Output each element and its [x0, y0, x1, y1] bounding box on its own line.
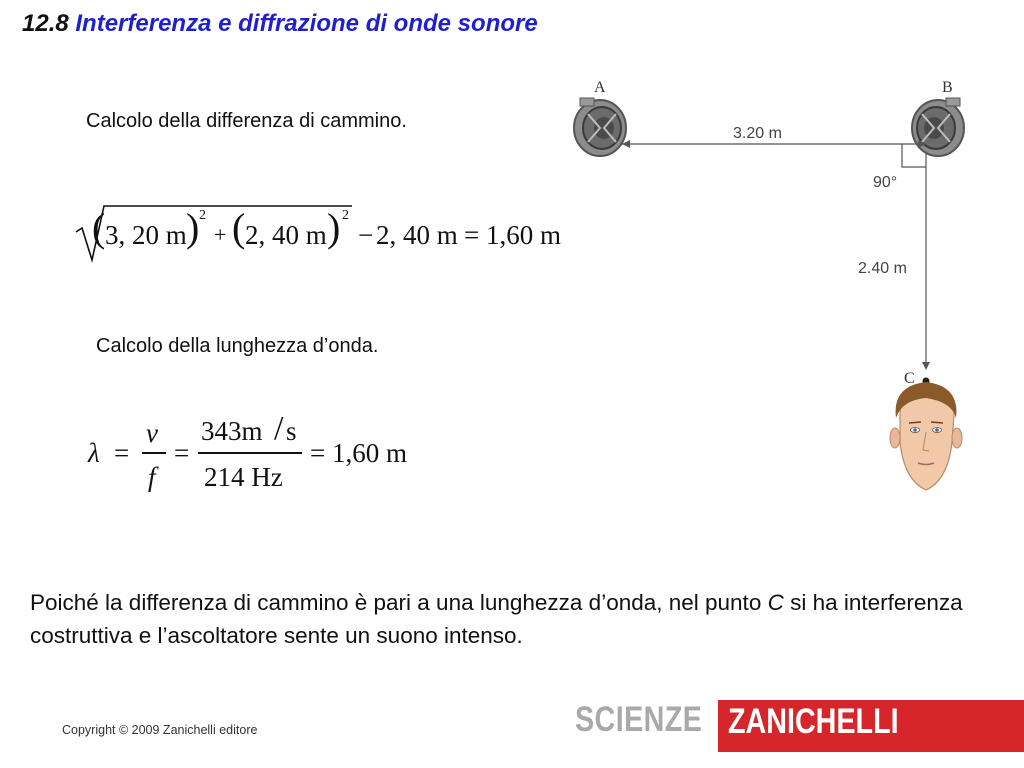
- equals-sign: =: [464, 220, 480, 250]
- wavelength-label: Calcolo della lunghezza d’onda.: [96, 335, 379, 357]
- copyright-notice: Copyright © 2009 Zanichelli editore: [62, 723, 258, 737]
- frequency-symbol: f: [148, 462, 156, 492]
- distance-bc-arrow: [922, 154, 930, 370]
- path-difference-label: Calcolo della differenza di cammino.: [86, 110, 407, 132]
- speaker-b-icon: [912, 98, 964, 156]
- interference-diagram: [560, 70, 1000, 510]
- label-b: B: [942, 79, 953, 96]
- term-2: 2, 40 m: [245, 220, 327, 250]
- path-difference-result: 1,60 m: [486, 220, 562, 250]
- exponent-1: 2: [199, 208, 206, 223]
- wavelength-result: 1,60 m: [332, 438, 408, 468]
- slide-title: [22, 10, 538, 38]
- wavelength-formula: [88, 410, 448, 500]
- denominator-value: 214 Hz: [204, 462, 283, 492]
- path-difference-formula: ( 3, 20 m ) 2 + ( 2, 40 m ) 2 − 2, 40 m = 1,60 m: [74, 200, 574, 270]
- equals-sign-3: =: [310, 438, 326, 468]
- section-number: 12.8: [22, 10, 69, 37]
- numerator-value: 343m: [201, 416, 263, 446]
- equals-sign-1: =: [114, 438, 130, 468]
- listener-head-icon: [890, 382, 962, 490]
- speaker-a-icon: [574, 98, 626, 156]
- angle-label: 90°: [873, 174, 898, 191]
- label-a: A: [594, 79, 606, 96]
- unit-slash: /: [274, 410, 284, 447]
- term-1: 3, 20 m: [105, 220, 187, 250]
- title-text: Interferenza e diffrazione di onde sonore: [75, 10, 538, 37]
- numerator-unit: s: [286, 416, 297, 446]
- distance-bc-label: 2.40 m: [858, 260, 907, 277]
- label-c: C: [904, 370, 915, 387]
- conclusion-text: [30, 586, 1010, 652]
- logo-zanichelli: ZANICHELLI: [728, 702, 899, 741]
- logo-scienze: SCIENZE: [575, 700, 703, 739]
- point-c-reference: C: [767, 590, 784, 615]
- minus-sign: −: [358, 220, 374, 250]
- fraction-bar-2: [198, 452, 302, 454]
- fraction-bar-1: [142, 452, 166, 454]
- exponent-2: 2: [342, 208, 349, 223]
- plus-sign: +: [214, 222, 227, 247]
- distance-ab-label: 3.20 m: [733, 125, 782, 142]
- subtracted-term: 2, 40 m: [376, 220, 458, 250]
- conclusion-part-1: Poiché la differenza di cammino è pari a una lunghezza d’onda, nel punto: [30, 590, 768, 615]
- equals-sign-2: =: [174, 438, 190, 468]
- conclusion-part-2: si ha interferenza costruttiva e l’ascoltatore sente un suono intenso.: [30, 590, 963, 648]
- velocity-symbol: v: [146, 418, 158, 448]
- lambda-symbol: λ: [88, 438, 100, 468]
